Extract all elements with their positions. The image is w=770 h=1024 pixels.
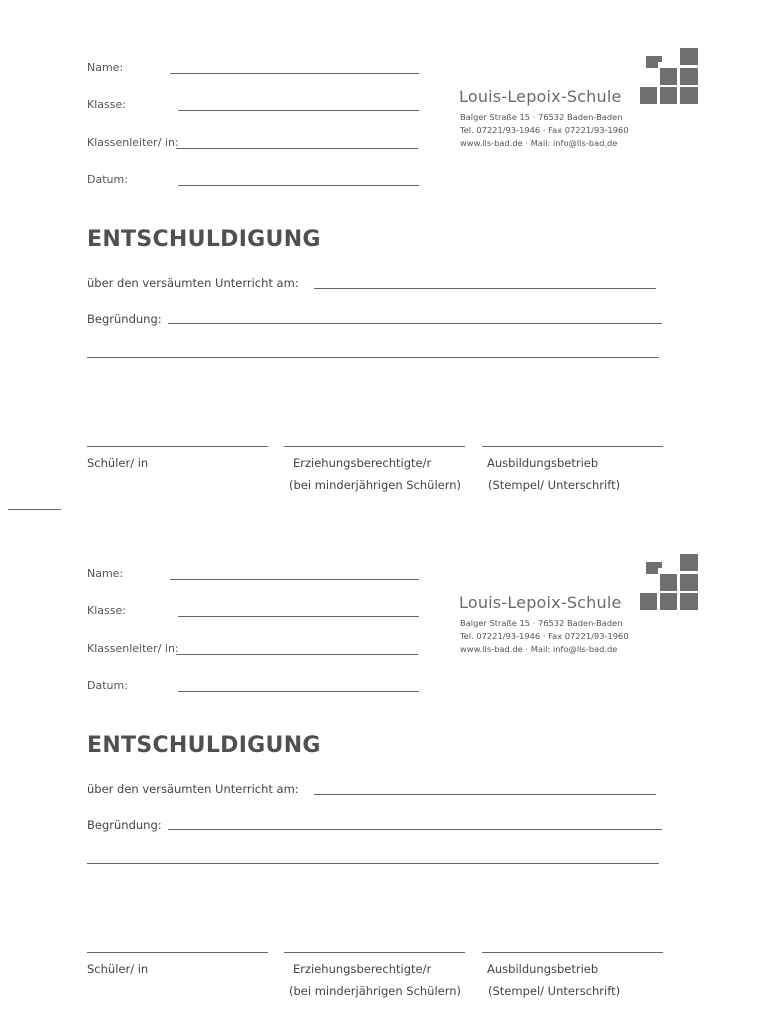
school-phone: Tel. 07221/93-1946 · Fax 07221/93-1960 xyxy=(460,631,629,641)
page-title: ENTSCHULDIGUNG xyxy=(87,227,321,252)
datum-field[interactable] xyxy=(178,185,419,186)
name-label: Name: xyxy=(87,567,124,580)
school-name: Louis-Lepoix-Schule xyxy=(459,593,622,612)
klasse-field[interactable] xyxy=(178,616,419,617)
datum-field[interactable] xyxy=(178,691,419,692)
guardian-signature-label: Erziehungsberechtigte/r xyxy=(293,962,432,976)
reason-field[interactable] xyxy=(168,323,662,324)
klasse-label: Klasse: xyxy=(87,98,126,111)
name-field[interactable] xyxy=(170,579,419,580)
klasse-field[interactable] xyxy=(178,110,419,111)
reason-field-line-2[interactable] xyxy=(87,863,659,864)
excuse-form-bottom xyxy=(0,506,770,1006)
company-signature-line[interactable] xyxy=(482,952,663,953)
page-title: ENTSCHULDIGUNG xyxy=(87,733,321,758)
company-signature-note: (Stempel/ Unterschrift) xyxy=(488,478,621,492)
klassenleiter-field[interactable] xyxy=(176,148,418,149)
student-signature-label: Schüler/ in xyxy=(87,456,149,470)
company-signature-line[interactable] xyxy=(482,446,663,447)
klassenleiter-label: Klassenleiter/ in: xyxy=(87,136,179,149)
reason-field-line-2[interactable] xyxy=(87,357,659,358)
guardian-signature-line[interactable] xyxy=(284,446,465,447)
school-phone: Tel. 07221/93-1946 · Fax 07221/93-1960 xyxy=(460,125,629,135)
school-name: Louis-Lepoix-Schule xyxy=(459,87,622,106)
name-label: Name: xyxy=(87,61,124,74)
klassenleiter-field[interactable] xyxy=(176,654,418,655)
guardian-signature-label: Erziehungsberechtigte/r xyxy=(293,456,432,470)
guardian-signature-note: (bei minderjährigen Schülern) xyxy=(289,478,462,492)
school-address: Balger Straße 15 · 76532 Baden-Baden xyxy=(460,112,623,122)
klassenleiter-label: Klassenleiter/ in: xyxy=(87,642,179,655)
company-signature-label: Ausbildungsbetrieb xyxy=(487,962,599,976)
school-logo-icon xyxy=(638,48,698,105)
reason-label: Begründung: xyxy=(87,818,162,832)
guardian-signature-line[interactable] xyxy=(284,952,465,953)
student-signature-line[interactable] xyxy=(87,446,268,447)
reason-label: Begründung: xyxy=(87,312,162,326)
school-logo-icon xyxy=(638,554,698,611)
datum-label: Datum: xyxy=(87,679,128,692)
guardian-signature-note: (bei minderjährigen Schülern) xyxy=(289,984,462,998)
missed-lesson-label: über den versäumten Unterricht am: xyxy=(87,782,299,796)
missed-lesson-field[interactable] xyxy=(314,288,656,289)
datum-label: Datum: xyxy=(87,173,128,186)
school-web: www.lls-bad.de · Mail: info@lls-bad.de xyxy=(460,644,618,654)
student-signature-label: Schüler/ in xyxy=(87,962,149,976)
company-signature-note: (Stempel/ Unterschrift) xyxy=(488,984,621,998)
company-signature-label: Ausbildungsbetrieb xyxy=(487,456,599,470)
klasse-label: Klasse: xyxy=(87,604,126,617)
excuse-form-top xyxy=(0,0,770,500)
student-signature-line[interactable] xyxy=(87,952,268,953)
missed-lesson-label: über den versäumten Unterricht am: xyxy=(87,276,299,290)
school-web: www.lls-bad.de · Mail: info@lls-bad.de xyxy=(460,138,618,148)
name-field[interactable] xyxy=(170,73,419,74)
reason-field[interactable] xyxy=(168,829,662,830)
missed-lesson-field[interactable] xyxy=(314,794,656,795)
school-address: Balger Straße 15 · 76532 Baden-Baden xyxy=(460,618,623,628)
